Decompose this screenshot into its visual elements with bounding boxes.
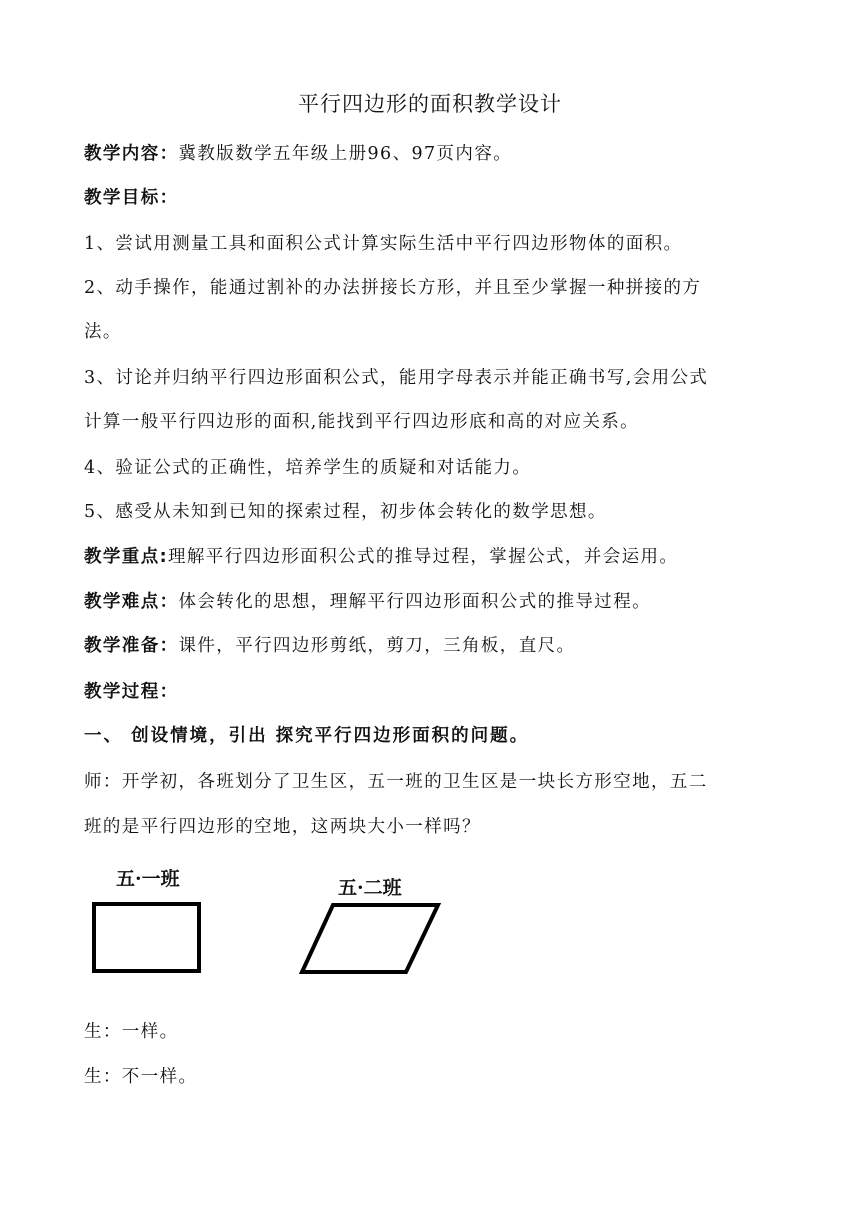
figure-label-class-2: 五·二班 (338, 877, 402, 899)
teacher-question-line-2: 班的是平行四边形的空地，这两块大小一样吗？ (84, 817, 481, 837)
goal-2-line-2: 法。 (84, 322, 122, 342)
parallelogram-shape (302, 905, 438, 972)
goal-1: 1、尝试用测量工具和面积公式计算实际生活中平行四边形物体的面积。 (84, 234, 683, 254)
goal-2-line-1: 2、动手操作，能通过割补的办法拼接长方形，并且至少掌握一种拼接的方 (84, 278, 702, 298)
student-answer-1: 生：一样。 (84, 1022, 179, 1042)
preparation-label: 教学准备： (84, 636, 179, 656)
key-point-text: 理解平行四边形面积公式的推导过程，掌握公式，并会运用。 (168, 547, 679, 567)
teaching-content-label: 教学内容： (84, 144, 179, 164)
teacher-question-line-1: 师：开学初，各班划分了卫生区，五一班的卫生区是一块长方形空地，五二 (84, 772, 708, 792)
student-answer-2: 生：不一样。 (84, 1067, 198, 1087)
document-title: 平行四边形的面积教学设计 (298, 92, 562, 116)
figure-label-class-1: 五·一班 (116, 868, 180, 890)
difficulty-label: 教学难点： (84, 592, 179, 612)
preparation-text: 课件，平行四边形剪纸，剪刀，三角板，直尺。 (178, 636, 576, 656)
teaching-content-text: 冀教版数学五年级上册96、97页内容。 (178, 144, 513, 164)
goal-5: 5、感受从未知到已知的探索过程，初步体会转化的数学思想。 (84, 502, 607, 522)
key-point-label: 教学重点: (84, 547, 168, 567)
difficulty-text: 体会转化的思想，理解平行四边形面积公式的推导过程。 (178, 592, 651, 612)
goal-4: 4、验证公式的正确性，培养学生的质疑和对话能力。 (84, 458, 532, 478)
section-1-heading: 一、 创设情境，引出 探究平行四边形面积的问题。 (84, 726, 530, 746)
rectangle-shape (94, 904, 199, 971)
teaching-goals-label: 教学目标： (84, 188, 179, 208)
teaching-process-label: 教学过程： (84, 682, 179, 702)
goal-3-line-2: 计算一般平行四边形的面积,能找到平行四边形底和高的对应关系。 (84, 412, 640, 432)
goal-3-line-1: 3、讨论并归纳平行四边形面积公式，能用字母表示并能正确书写,会用公式 (84, 368, 709, 388)
